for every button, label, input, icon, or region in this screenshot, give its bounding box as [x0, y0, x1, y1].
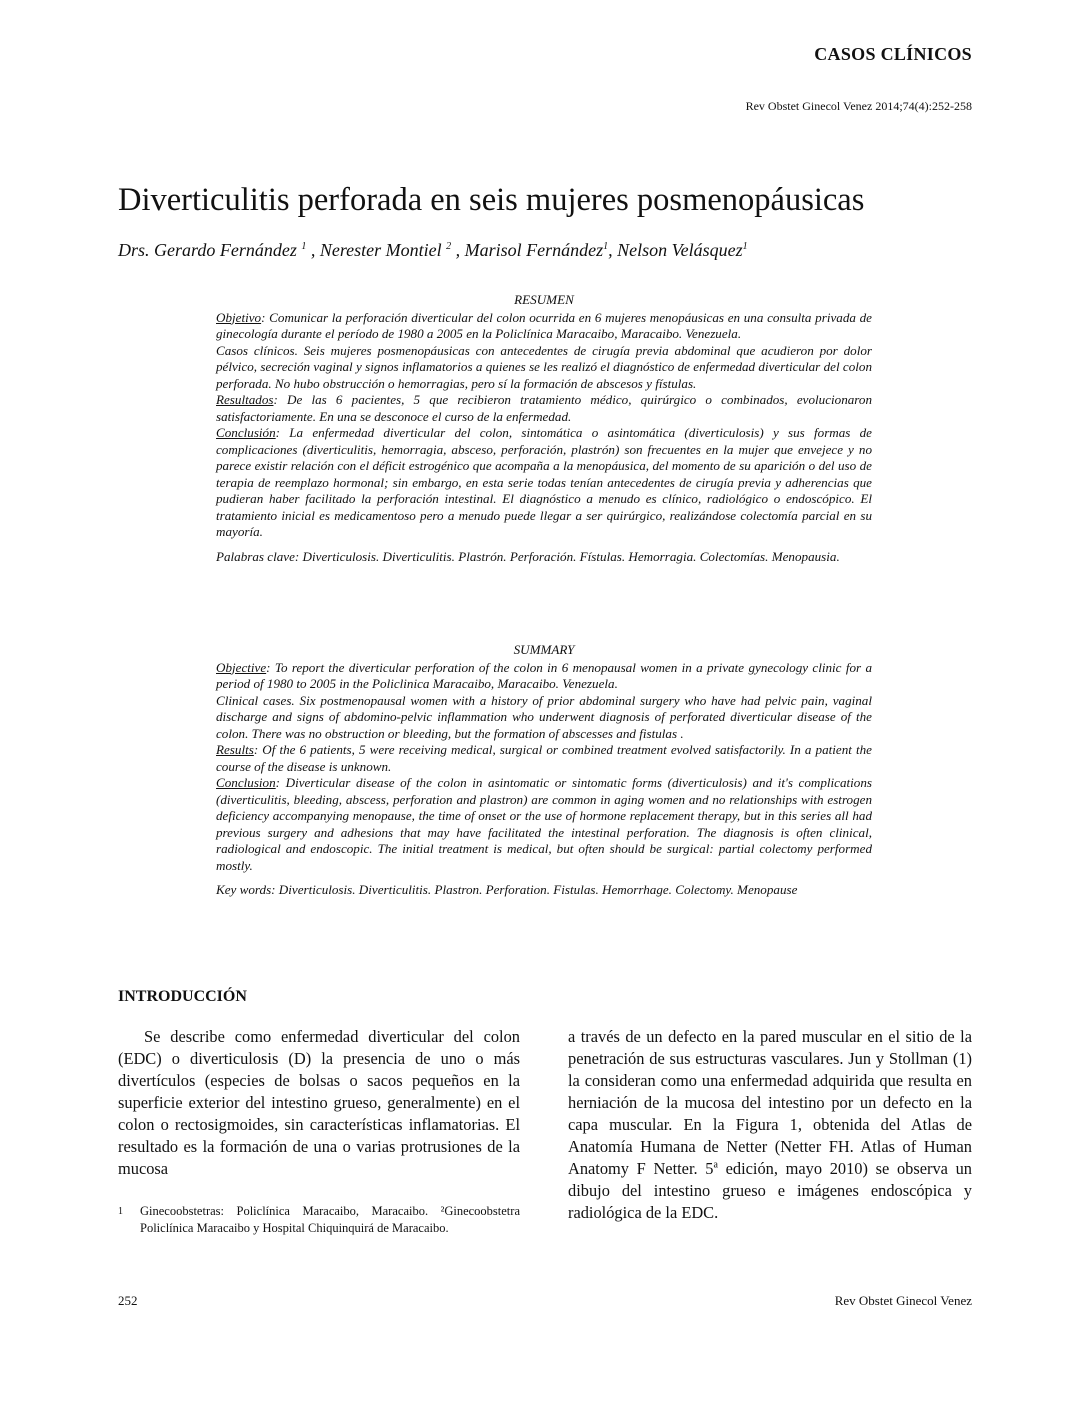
body-paragraph: Se describe como enfermedad diverticular del colon (EDC) o diverticulosis (D) la presencia de uno o más divertículos (especies de bolsas o sacos pequeños en la superficie exterior del intestino grueso, generalmente) en el colon o rectosigmoides, sin características inflamatorias. El resultado es la formación de una o varias protrusiones de la mucosa	[118, 1027, 520, 1178]
abstract-results	[216, 742, 872, 775]
conclusion-text: : Diverticular disease of the colon in asintomatic or sintomatic forms (diverticulosis) and it's complications (diverticulitis, bleeding, abscess, perforation and plastron) are common in aging women and no relationships with estrogen deficiency accompanying menopause, the time of onset or the use of hormone replacement therapy, but in this series all had previous surgery and adhesions that may have facilitated the intestinal perforation. The diagnosis is often clinical, radiological and endoscopic. The initial treatment is medical, but often should be surgical: partial colectomy performed mostly.	[216, 775, 872, 873]
author-3: , Marisol Fernández	[451, 240, 604, 260]
footer-journal: Rev Obstet Ginecol Venez	[834, 1293, 972, 1308]
affiliation-mark: 1	[301, 241, 307, 252]
results-text: : De las 6 pacientes, 5 que recibieron tratamiento médico, quirúrgico o combinados, evolucionaron satisfactoriamente. En una se desconoce el curso de la enfermedad.	[216, 392, 872, 424]
abstract-cases: Casos clínicos. Seis mujeres posmenopáusicas con antecedentes de cirugía previa abdominal que acudieron por dolor pélvico, secreción vaginal y signos inflamatorios a quienes se les realizó el diagnóstico de enfermedad diverticular del colon perforada. No hubo obstrucción o hemorragias, pero sí la formación de abscesos y fístulas.	[216, 342, 872, 391]
journal-citation: Rev Obstet Ginecol Venez 2014;74(4):252-258	[745, 99, 972, 113]
results-text: : Of the 6 patients, 5 were receiving medical, surgical or combined treatment evolved satisfactorily. In a patient the course of the disease is unknown.	[216, 742, 872, 774]
section-heading: INTRODUCCIÓN	[118, 988, 247, 1005]
article-title: Diverticulitis perforada en seis mujeres posmenopáusicas	[118, 182, 865, 218]
author-1: Drs. Gerardo Fernández	[118, 240, 302, 260]
body-column-left	[118, 1026, 520, 1180]
affiliation-mark: 2	[446, 241, 452, 252]
page-number: 252	[118, 1293, 138, 1308]
results-label: Resultados	[216, 392, 274, 407]
objective-text: : To report the diverticular perforation of the colon in 6 menopausal women in a private gynecology clinic for a period of 1980 to 2005 in the Policlinica Maracaibo, Maracaibo. Venezuela.	[216, 659, 872, 691]
objective-label: Objetivo	[216, 309, 262, 325]
author-2: , Nerester Montiel	[306, 240, 447, 260]
abstract-heading: RESUMEN	[514, 292, 574, 307]
author-4: , Nelson Velásquez	[608, 240, 743, 260]
results-label: Results	[216, 742, 254, 757]
body-text: a través de un defecto en la pared muscular en el sitio de la penetración de sus estructuras vasculares. Jun y Stollman (1) la consideran como una enfermedad adquirida que resulta en herniación de la mucosa del intestino por un defecto en la capa muscular. En la Figura 1, obtenida del Atlas de Anatomía Humana de Netter (Netter FH. Atlas of Human Anatomy F Netter. 5	[568, 1027, 972, 1178]
superscript: a	[713, 1159, 718, 1171]
section-label: CASOS CLÍNICOS	[814, 44, 972, 64]
footnote-marker: 1	[118, 1206, 123, 1217]
footnote	[118, 1203, 520, 1237]
abstract-conclusion	[216, 425, 872, 541]
abstract-heading: SUMMARY	[513, 642, 575, 657]
body-paragraph	[568, 1026, 972, 1224]
author-list	[118, 240, 748, 261]
affiliation-mark: 1	[603, 241, 609, 252]
affiliation-mark: 1	[742, 241, 748, 252]
objective-text: : Comunicar la perforación diverticular del colon ocurrida en 6 mujeres menopáusicas en una consulta privada de ginecología durante el período de 1980 a 2005 en la Policlínica Maracaibo, Maracaibo. Venezuela.	[216, 309, 872, 341]
abstract-english	[216, 642, 872, 899]
abstract-conclusion	[216, 775, 872, 874]
body-text: edición, mayo 2010) se observa un dibujo del intestino grueso e imágenes endoscópica y radiológica de la EDC.	[568, 1159, 972, 1222]
abstract-cases: Clinical cases. Six postmenopausal women with a history of prior abdominal surgery who have had pelvic pain, vaginal discharge and signs of abdomino-pelvic inflammation who underwent diagnosis of perforated diverticular disease of the colon. There was no obstruction or bleeding, but the formation of abscesses and fistulas .	[216, 692, 872, 741]
keywords: Palabras clave: Diverticulosis. Diverticulitis. Plastrón. Perforación. Fístulas. Hemorragia. Colectomías. Menopausia.	[216, 548, 840, 564]
objective-label: Objective	[216, 659, 267, 675]
conclusion-text: : La enfermedad diverticular del colon, sintomática o asintomática (diverticulosis) y sus formas de complicaciones (diverticulitis, hemorragia, absceso, perforación, plastrón) son frecuentes en la mujer que envejece y no parece existir relación con el déficit estrogénico que acompaña a la menopáusica, del momento de su aparición o del uso de terapia de reemplazo hormonal; sin embargo, en esta serie todas tenían antecedentes de cirugía previa y adherencias que pudieran haber facilitado la perforación intestinal. El diagnóstico a menudo es clínico, radiológico o endoscópico. El tratamiento inicial es medicamentoso pero a menudo puede llegar a ser quirúrgico, realizándose colectomía parcial en su mayoría.	[216, 425, 872, 539]
conclusion-label: Conclusión	[216, 425, 276, 440]
abstract-objective	[216, 660, 872, 693]
body-column-right	[568, 1026, 972, 1224]
abstract-spanish	[216, 292, 872, 565]
abstract-results	[216, 392, 872, 425]
conclusion-label: Conclusion	[216, 775, 276, 790]
abstract-objective	[216, 310, 872, 343]
footnote-text: Ginecoobstetras: Policlínica Maracaibo, Maracaibo. ²Ginecoobstetra Policlínica Maracaibo y Hospital Chiquinquirá de Maracaibo.	[140, 1204, 520, 1235]
keywords: Key words: Diverticulosis. Diverticulitis. Plastron. Perforation. Fistulas. Hemorrhage. Colectomy. Menopause	[216, 882, 798, 897]
